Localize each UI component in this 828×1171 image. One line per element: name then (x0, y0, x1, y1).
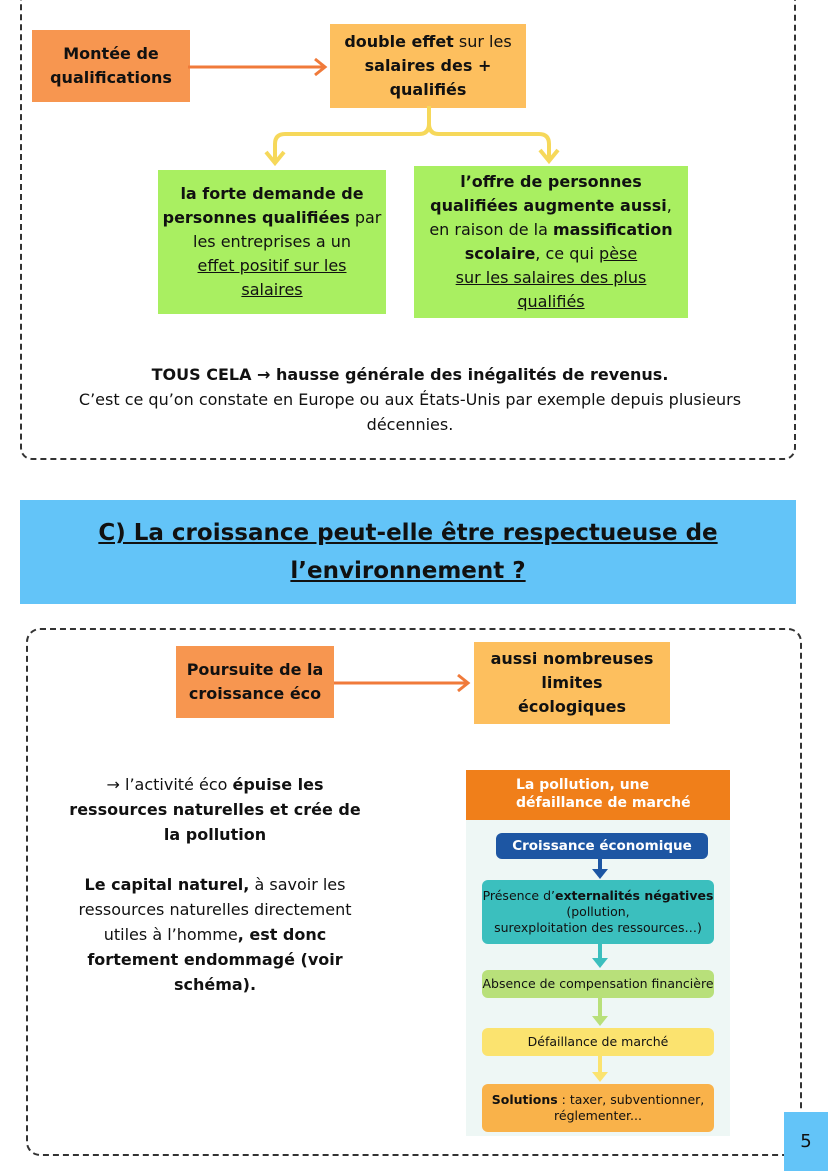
section-title-line1: C) La croissance peut-elle être respectueuse de (98, 520, 718, 546)
right-line4-bold: scolaire (464, 244, 536, 263)
schema-arrow-4-icon (590, 1056, 610, 1084)
branch-arrows-icon (255, 106, 565, 170)
poursuite-croissance-text: Poursuite de la croissance éco (186, 660, 324, 703)
double-effet-line2: salaires des + (364, 56, 492, 75)
right-line3-bold: massification (553, 220, 673, 239)
montee-qualifications-text: Montée de qualifications (50, 44, 172, 87)
schema-box2-plain: Présence d’ (482, 888, 556, 903)
right-line5: sur les salaires des plus (455, 268, 647, 287)
p2-plain3: utiles à l’homme (103, 925, 238, 944)
schema-box-externalites (482, 880, 714, 944)
montee-qualifications-box (32, 30, 190, 102)
p2-line2: ressources naturelles directement (78, 900, 352, 919)
arrow-right-icon (188, 56, 333, 78)
schema-box-defaillance (482, 1028, 714, 1056)
right-line6: qualifiés (517, 292, 585, 311)
summary-line3: décennies. (366, 415, 454, 434)
p2-bold5: schéma). (173, 975, 257, 994)
schema-box1-text: Croissance économique (512, 838, 692, 854)
left-line2-bold: personnes qualifiées (162, 208, 350, 227)
summary-block (30, 362, 790, 437)
p1-bold1: épuise les (232, 775, 324, 794)
summary-line2: C’est ce qu’on constate en Europe ou aux États-Unis par exemple depuis plusieurs (78, 390, 742, 409)
p1-bold2: ressources naturelles et crée de (69, 800, 361, 819)
arrow-right-icon-2 (334, 672, 479, 694)
schema-title: La pollution, une défaillance de marché (466, 770, 730, 820)
schema-box3-text: Absence de compensation financière (482, 976, 714, 991)
schema-box5-plain: : taxer, subventionner, (557, 1092, 705, 1107)
p1-bold3: la pollution (163, 825, 267, 844)
paragraph-activite (50, 772, 380, 847)
right-line4-ul: pèse (599, 244, 638, 263)
double-effet-bold: double effet (344, 32, 454, 51)
schema-box2-bold: externalités négatives (555, 888, 714, 903)
demande-qualifiees-box (158, 170, 386, 314)
limites-ecologiques-text: aussi nombreuses limites écologiques (490, 649, 654, 716)
left-line4: effet positif sur les (197, 256, 347, 275)
schema-box5-bold: Solutions (491, 1092, 558, 1107)
schema-arrow-2-icon (590, 944, 610, 970)
right-line3-plain: en raison de la (429, 220, 553, 239)
schema-arrow-1-icon (590, 859, 610, 881)
pollution-schema (466, 770, 730, 1136)
right-line2-bold: qualifiées augmente aussi (430, 196, 667, 215)
section-title-banner (20, 500, 796, 604)
schema-box2-line3: surexploitation des ressources…) (494, 920, 702, 935)
schema-box5-line2: réglementer... (554, 1108, 642, 1123)
right-line1: l’offre de personnes (460, 172, 642, 191)
schema-box2-line2: (pollution, (566, 904, 630, 919)
double-effet-box (330, 24, 526, 108)
right-line4-plain: , ce qui (535, 244, 600, 263)
poursuite-croissance-box (176, 646, 334, 718)
schema-box-croissance (496, 833, 708, 859)
p2-bold1: Le capital naturel, (84, 875, 250, 894)
double-effet-rest: sur les (453, 32, 512, 51)
p1-plain: → l’activité éco (106, 775, 233, 794)
offre-qualifiees-box (414, 166, 688, 318)
page-number (784, 1112, 828, 1171)
p2-plain1: à savoir les (249, 875, 346, 894)
paragraph-capital-naturel (50, 872, 380, 997)
double-effet-line3: qualifiés (389, 80, 467, 99)
schema-box-compensation (482, 970, 714, 998)
p2-bold3: , est donc (237, 925, 327, 944)
left-line1: la forte demande de (180, 184, 364, 203)
left-line2-rest: par (349, 208, 382, 227)
summary-bold: TOUS CELA → hausse générale des inégalités de revenus. (151, 365, 669, 384)
schema-box-solutions (482, 1084, 714, 1132)
section-title-line2: l’environnement ? (290, 558, 526, 584)
schema-arrow-3-icon (590, 998, 610, 1028)
right-line2-rest: , (666, 196, 672, 215)
schema-box4-text: Défaillance de marché (527, 1034, 669, 1049)
left-line5: salaires (241, 280, 303, 299)
p2-bold4: fortement endommagé (voir (87, 950, 343, 969)
page-number-text: 5 (800, 1131, 812, 1152)
left-line3: les entreprises a un (193, 232, 351, 251)
limites-ecologiques-box (474, 642, 670, 724)
